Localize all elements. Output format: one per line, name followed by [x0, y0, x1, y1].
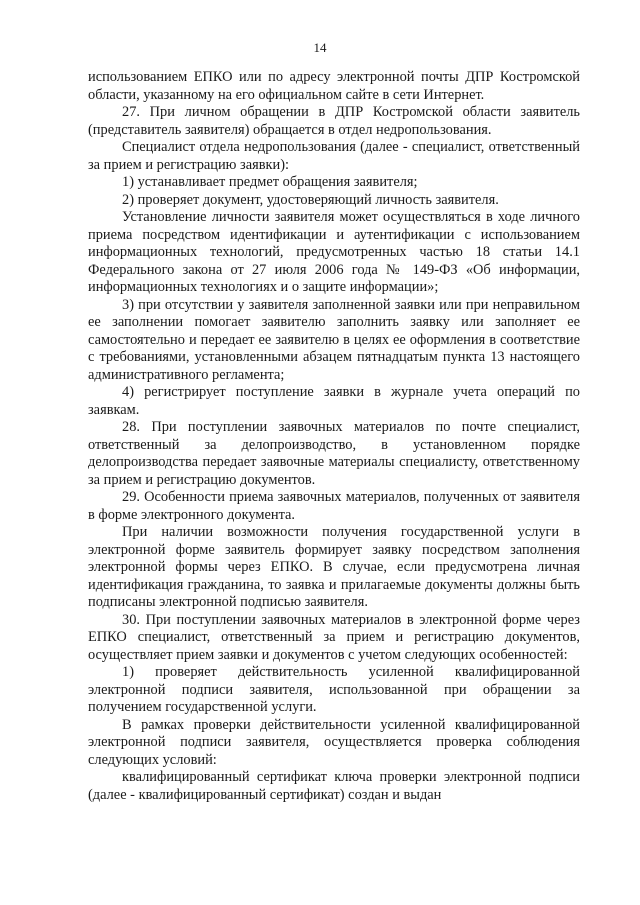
- paragraph: 30. При поступлении заявочных материалов в электронной форме через ЕПКО специалист, ответственный за прием и регистрацию документов, осуществляет прием заявки и документов с учетом следующих особенностей:: [88, 611, 580, 663]
- paragraph: 1) устанавливает предмет обращения заявителя;: [122, 174, 418, 190]
- paragraph: 28. При поступлении заявочных материалов по почте специалист, ответственный за делопроизводство, в установленном порядке делопроизводства передает заявочные материалы специалисту, ответственному за прием и регистрацию документов.: [88, 419, 580, 488]
- paragraph: Специалист отдела недропользования (далее - специалист, ответственный за прием и регистрацию заявки):: [88, 139, 580, 173]
- paragraph: 4) регистрирует поступление заявки в журнале учета операций по заявкам.: [88, 384, 580, 418]
- paragraph: 27. При личном обращении в ДПР Костромской области заявитель (представитель заявителя) обращается в отдел недропользования.: [88, 104, 580, 138]
- paragraph: 1) проверяет действительность усиленной квалифицированной электронной подписи заявителя, использованной при обращении за получением государственной услуги.: [88, 664, 580, 715]
- paragraph: квалифицированный сертификат ключа проверки электронной подписи (далее - квалифицированный сертификат) создан и выдан: [88, 769, 580, 803]
- paragraph: Установление личности заявителя может осуществляться в ходе личного приема посредством идентификации и аутентификации с использованием информационных технологий, предусмотренных частью 18 статьи 14.1 Федерального закона от 27 июля 2006 года № 149-ФЗ «Об информации, информационных технологиях и о защите информации»;: [88, 209, 580, 295]
- paragraph: 29. Особенности приема заявочных материалов, полученных от заявителя в форме электронного документа.: [88, 489, 580, 523]
- page-number: 14: [313, 40, 327, 55]
- paragraph: использованием ЕПКО или по адресу электронной почты ДПР Костромской области, указанному на его официальном сайте в сети Интернет.: [88, 69, 580, 103]
- paragraph: 3) при отсутствии у заявителя заполненной заявки или при неправильном ее заполнении помогает заявителю заполнить заявку или заполняет ее самостоятельно и передает ее заявителю в целях ее оформления в соответствие с требованиями, установленными абзацем пятнадцатым пункта 13 настоящего административного регламента;: [88, 296, 580, 383]
- paragraph: 2) проверяет документ, удостоверяющий личность заявителя.: [122, 191, 499, 208]
- paragraph: В рамках проверки действительности усиленной квалифицированной электронной подписи заявителя, осуществляется проверка соблюдения следующих условий:: [88, 716, 580, 768]
- page-body: [88, 69, 580, 804]
- paragraph: При наличии возможности получения государственной услуги в электронной форме заявитель формирует заявку посредством заполнения электронной формы через ЕПКО. В случае, если предусмотрена личная идентификация гражданина, то заявка и прилагаемые документы должны быть подписаны электронной подписью заявителя.: [88, 524, 580, 610]
